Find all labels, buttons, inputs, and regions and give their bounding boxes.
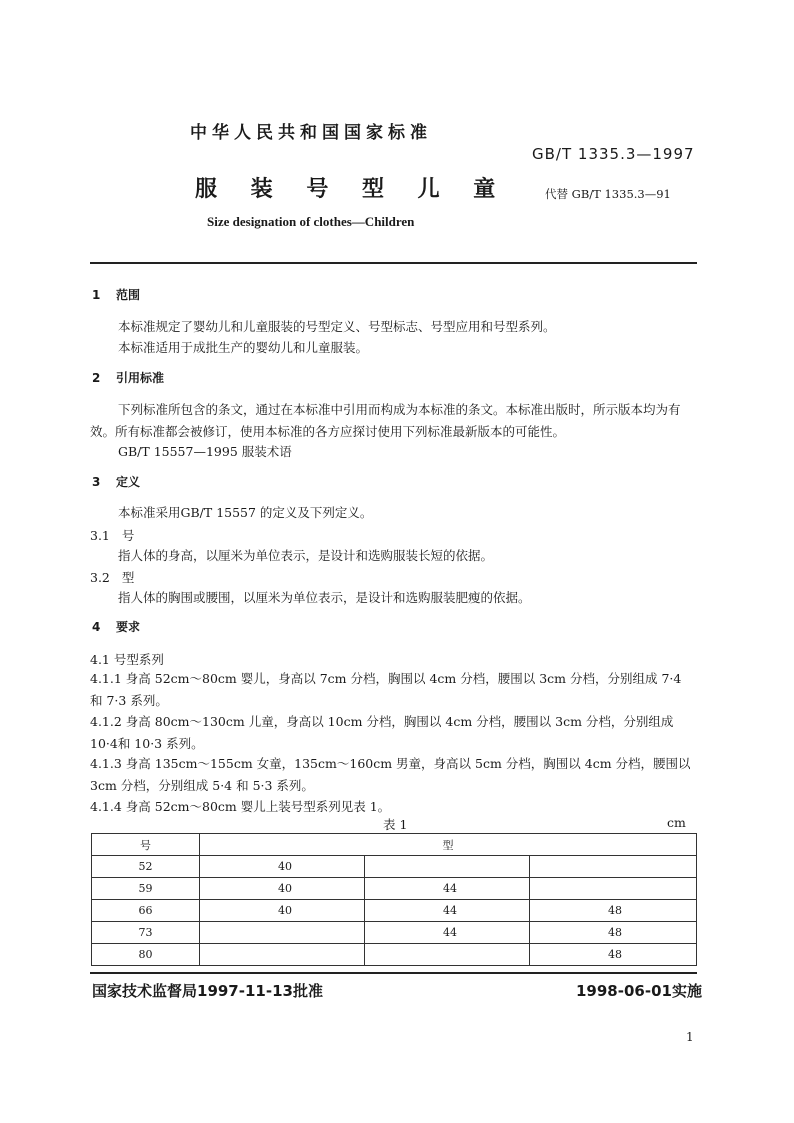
table-row	[92, 878, 697, 900]
table-cell	[200, 922, 365, 944]
table-cell: 66	[92, 900, 200, 922]
header-xing: 型	[200, 834, 697, 856]
size-table	[91, 833, 697, 966]
section-1-heading: 1 范围	[92, 288, 141, 302]
header-divider	[90, 262, 697, 264]
table-cell	[530, 856, 697, 878]
table-cell: 44	[365, 922, 530, 944]
clause-4-1-1: 4.1.1 身高 52cm～80cm 婴儿，身高以 7cm 分档，胸围以 4cm 分档，腰围以 3cm 分档，分别组成 7·4 和 7·3 系列。	[90, 671, 682, 708]
table-cell: 44	[365, 878, 530, 900]
page-number: 1	[686, 1030, 694, 1044]
table-cell: 40	[200, 900, 365, 922]
section-4-heading: 4 要求	[92, 620, 141, 634]
section-2-heading: 2 引用标准	[92, 371, 165, 385]
definition-3-1-text: 指人体的身高，以厘米为单位表示，是设计和选购服装长短的依据。	[118, 548, 494, 563]
table-cell: 52	[92, 856, 200, 878]
table-unit: cm	[667, 815, 686, 830]
table-cell: 73	[92, 922, 200, 944]
issuing-country-standard: 中华人民共和国国家标准	[190, 123, 432, 143]
section-1-para-2: 本标准适用于成批生产的婴幼儿和儿童服装。	[118, 340, 369, 355]
section-1-para-1: 本标准规定了婴幼儿和儿童服装的号型定义、号型标志、号型应用和号型系列。	[118, 319, 556, 334]
approval-date: 国家技术监督局1997-11-13批准	[92, 982, 323, 1000]
table-row	[92, 922, 697, 944]
header-hao: 号	[92, 834, 200, 856]
definition-3-2-text: 指人体的胸围或腰围，以厘米为单位表示，是设计和选购服装肥瘦的依据。	[118, 590, 531, 605]
section-2-para: 下列标准所包含的条文，通过在本标准中引用而构成为本标准的条文。本标准出版时，所示版本均为有效。所有标准都会被修订，使用本标准的各方应探讨使用下列标准最新版本的可能性。	[90, 402, 681, 439]
clause-4-1-3: 4.1.3 身高 135cm～155cm 女童，135cm～160cm 男童，身高以 5cm 分档，胸围以 4cm 分档，腰围以 3cm 分档，分别组成 5·4 和 5·3 系列。	[90, 756, 691, 793]
definition-3-2-heading: 3.2 型	[90, 570, 135, 585]
english-title: Size designation of clothes—Children	[207, 214, 415, 229]
table-cell	[200, 944, 365, 966]
reference-standard: GB/T 15557—1995 服装术语	[118, 444, 292, 459]
definition-3-1-heading: 3.1 号	[90, 528, 135, 543]
table-cell: 40	[200, 856, 365, 878]
table-cell	[365, 944, 530, 966]
clause-4-1-4: 4.1.4 身高 52cm～80cm 婴儿上装号型系列见表 1。	[90, 799, 391, 814]
table-cell	[365, 856, 530, 878]
clause-4-1-2: 4.1.2 身高 80cm～130cm 儿童，身高以 10cm 分档，胸围以 4cm 分档，腰围以 3cm 分档，分别组成 10·4和 10·3 系列。	[90, 714, 674, 751]
table-cell: 44	[365, 900, 530, 922]
table-cell: 40	[200, 878, 365, 900]
table-cell: 48	[530, 900, 697, 922]
document-title: 服 装 号 型 儿 童	[195, 177, 509, 202]
table-cell: 48	[530, 922, 697, 944]
section-3-heading: 3 定义	[92, 475, 141, 489]
effective-date: 1998-06-01实施	[576, 982, 702, 1000]
standard-number: GB/T 1335.3—1997	[532, 145, 695, 163]
table-caption: 表 1	[383, 817, 408, 832]
footer-divider	[90, 972, 697, 974]
table-header-row	[92, 834, 697, 856]
table-cell: 48	[530, 944, 697, 966]
replaces-standard: 代替 GB/T 1335.3—91	[545, 187, 671, 201]
table-cell: 59	[92, 878, 200, 900]
clause-4-1: 4.1 号型系列	[90, 652, 164, 667]
table-cell: 80	[92, 944, 200, 966]
table-row	[92, 856, 697, 878]
table-row	[92, 944, 697, 966]
section-3-para: 本标准采用GB/T 15557 的定义及下列定义。	[118, 505, 373, 520]
table-cell	[530, 878, 697, 900]
table-row	[92, 900, 697, 922]
